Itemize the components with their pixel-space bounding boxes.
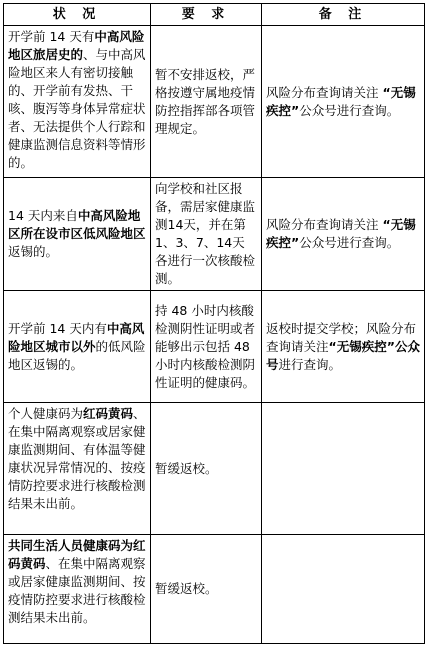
requirement-cell: 暂缓返校。 xyxy=(151,403,262,535)
emphasis-text: 中高风险地区所在设市区低风险地区 xyxy=(8,208,146,241)
requirement-cell: 暂不安排返校，严格按遵守属地疫情防控指挥部各项管理规定。 xyxy=(151,26,262,178)
text-segment: 返校时提交学校；风险分布查询请关注 xyxy=(266,320,417,354)
emphasis-text: 共同生活人员健康码为红码黄码 xyxy=(8,538,146,571)
header-note: 备 注 xyxy=(262,4,425,26)
text-segment: 风险分布查询请关注 xyxy=(266,84,383,100)
note-cell xyxy=(262,178,425,291)
text-segment: 个人健康码为 xyxy=(8,406,84,421)
status-cell xyxy=(4,178,151,291)
table-row xyxy=(4,535,425,644)
text-segment: 进行查询。 xyxy=(278,356,342,372)
text-segment: 公众号进行查询。 xyxy=(299,102,400,118)
note-cell xyxy=(262,403,425,535)
note-cell xyxy=(262,291,425,403)
back-to-school-requirements-table xyxy=(3,3,425,644)
text-segment: 开学前 14 天有 xyxy=(8,29,95,44)
text-segment: 、在集中隔离观察或居家健康监测期间、有体温等健康状况异常情况的、按疫情防控要求进行核酸检测结果未出前。 xyxy=(8,406,146,511)
requirement-cell: 持 48 小时内核酸检测阴性证明或者能够出示包括 48 小时内核酸检测阴性证明的健康码。 xyxy=(151,291,262,403)
emphasis-text: 中高风险地区城市以外 xyxy=(8,320,145,354)
table-row xyxy=(4,403,425,535)
note-cell xyxy=(262,535,425,644)
text-segment: 的低风险地区返锡的。 xyxy=(8,338,146,372)
status-cell xyxy=(4,26,151,178)
text-segment: 风险分布查询请关注 xyxy=(266,217,383,232)
status-cell xyxy=(4,535,151,644)
emphasis-text: “无锡疾控”公众号 xyxy=(266,338,420,372)
text-segment: 、在集中隔离观察或居家健康监测期间、按疫情防控要求进行核酸检测结果未出前。 xyxy=(8,556,146,625)
header-requirement: 要 求 xyxy=(151,4,262,26)
document-page xyxy=(3,3,424,642)
text-segment: 、与中高风险地区来人有密切接触的、开学前有发热、干咳、腹泻等身体异常症状者、无法提供个人行踪和健康监测信息资料等情形的。 xyxy=(8,47,146,170)
table-row xyxy=(4,178,425,291)
requirement-cell: 暂缓返校。 xyxy=(151,535,262,644)
emphasis-text: “无锡疾控” xyxy=(266,84,416,118)
table-row xyxy=(4,291,425,403)
status-cell xyxy=(4,403,151,535)
emphasis-text: 红码黄码 xyxy=(83,406,134,421)
header-row xyxy=(4,4,425,26)
table-row xyxy=(4,26,425,178)
emphasis-text: “无锡疾控” xyxy=(266,217,416,250)
text-segment: 公众号进行查询。 xyxy=(299,235,400,250)
requirement-cell: 向学校和社区报备，需居家健康监测14天，并在第 1、3、7、14天各进行一次核酸检测。 xyxy=(151,178,262,291)
note-cell xyxy=(262,26,425,178)
text-segment: 14 天内来自 xyxy=(8,208,78,223)
emphasis-text: 中高风险地区旅居史的 xyxy=(8,29,145,62)
status-cell xyxy=(4,291,151,403)
text-segment: 开学前 14 天内有 xyxy=(8,320,107,336)
header-status: 状 况 xyxy=(4,4,151,26)
text-segment: 返锡的。 xyxy=(8,244,59,259)
